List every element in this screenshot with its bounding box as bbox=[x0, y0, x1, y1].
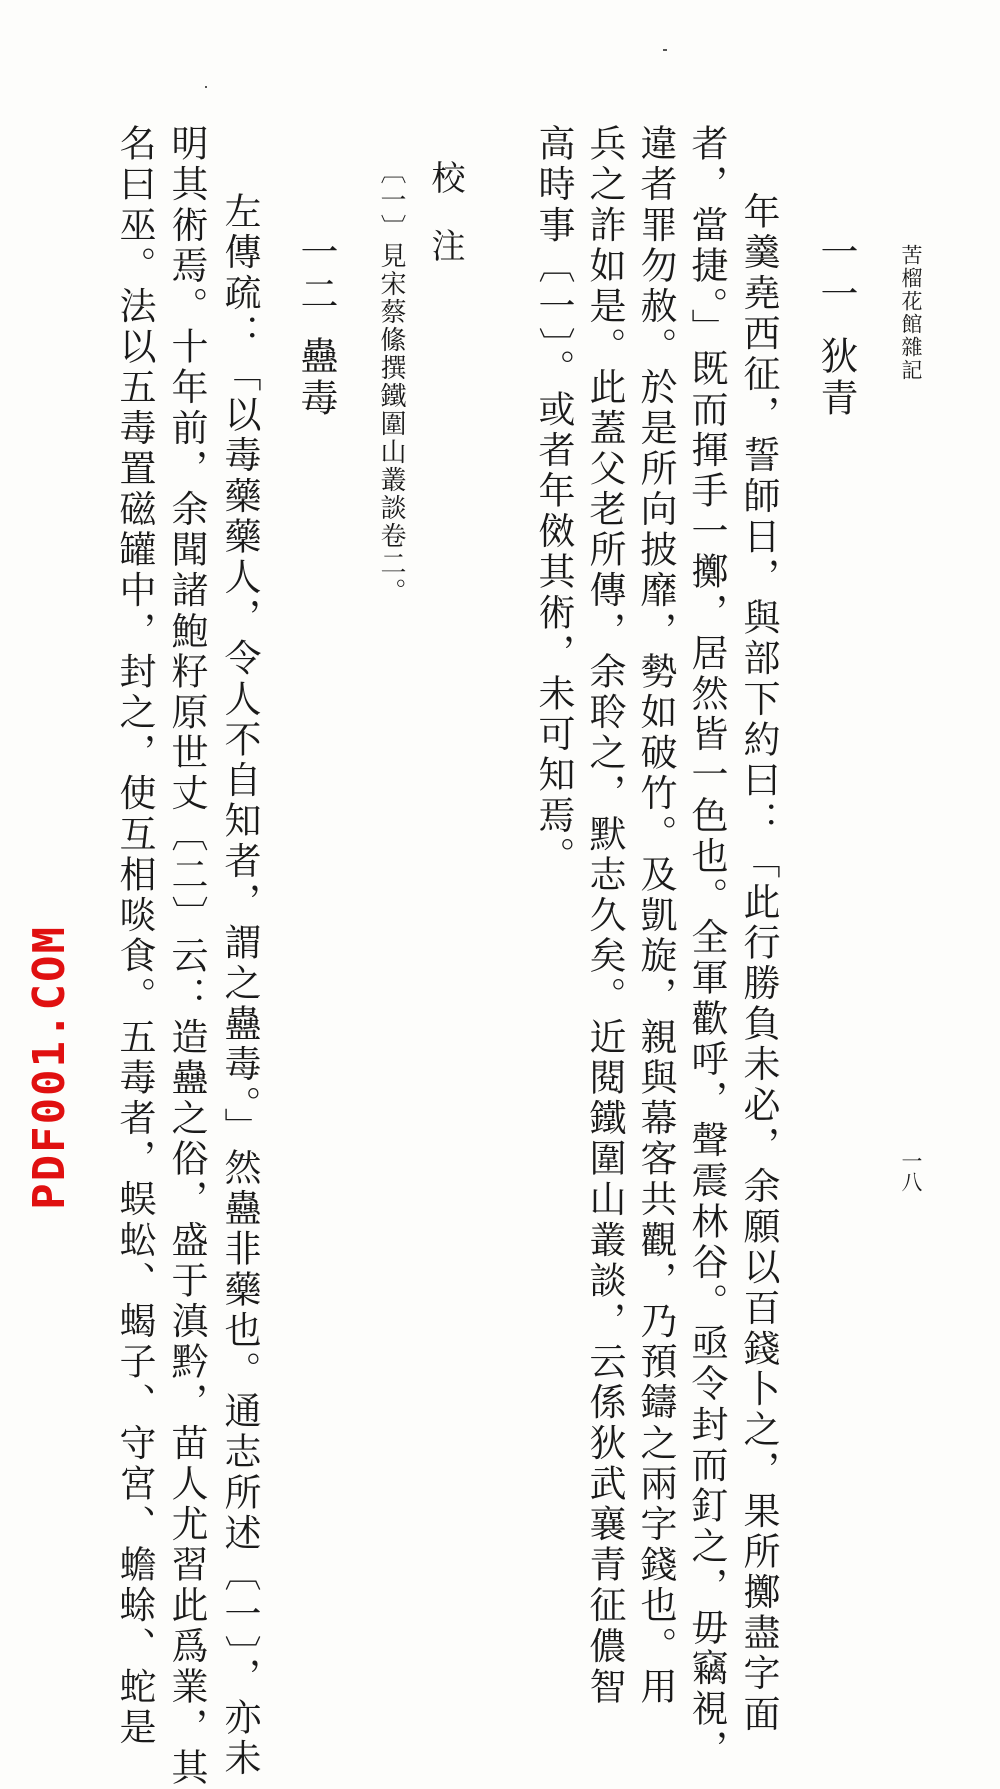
entry-12-line-2: 明其術焉。十年前，余聞諸鮑籽原世丈〔二〕云：造蠱之俗，盛于滇黔，苗人尤習此爲業，其 bbox=[165, 124, 208, 1789]
entry-12-number: 一二 bbox=[294, 232, 338, 316]
page-number: 一八 bbox=[899, 1150, 923, 1192]
notes-heading: 校 注 bbox=[425, 160, 465, 262]
entry-11-number: 一一 bbox=[814, 232, 858, 316]
watermark: PDF001.COM bbox=[24, 925, 75, 1210]
entry-11-line-4: 兵之詐如是。此蓋父老所傳，余聆之，默志久矣。近閱鐵圍山叢談，云係狄武襄青征儂智 bbox=[583, 124, 626, 1708]
scan-speck bbox=[205, 86, 207, 88]
entry-12-title: 蠱毒 bbox=[294, 336, 338, 420]
entry-11-title: 狄青 bbox=[814, 336, 858, 420]
running-head: 苦榴花館雜記 bbox=[899, 244, 923, 382]
entry-11-line-2: 者，當捷。」既而揮手一擲，居然皆一色也。全軍歡呼，聲震林谷。亟令封而釘之，毋竊視， bbox=[685, 124, 728, 1771]
entry-12-line-3: 名曰巫。法以五毒置磁罐中，封之，使互相啖食。五毒者，蜈蚣、蝎子、守宮、蟾蜍、蛇是 bbox=[113, 124, 156, 1748]
entry-11-line-5: 高時事〔一〕。或者年傚其術，未可知焉。 bbox=[532, 124, 575, 877]
entry-11-line-1: 年羹堯西征，誓師日，與部下約曰：「此行勝負未必，余願以百錢卜之，果所擲盡字面 bbox=[737, 192, 780, 1735]
note-item-1: 〔一〕見宋蔡絛撰鐵圍山叢談卷二。 bbox=[376, 158, 406, 606]
scan-speck bbox=[663, 49, 667, 51]
entry-12-line-1: 左傳疏：「以毒藥藥人，令人不自知者，謂之蠱毒。」然蠱非藥也。通志所述〔一〕，亦未 bbox=[218, 192, 261, 1779]
entry-11-line-3: 違者罪勿赦。於是所向披靡，勢如破竹。及凱旋，親與幕客共觀，乃預鑄之兩字錢也。用 bbox=[634, 124, 677, 1708]
